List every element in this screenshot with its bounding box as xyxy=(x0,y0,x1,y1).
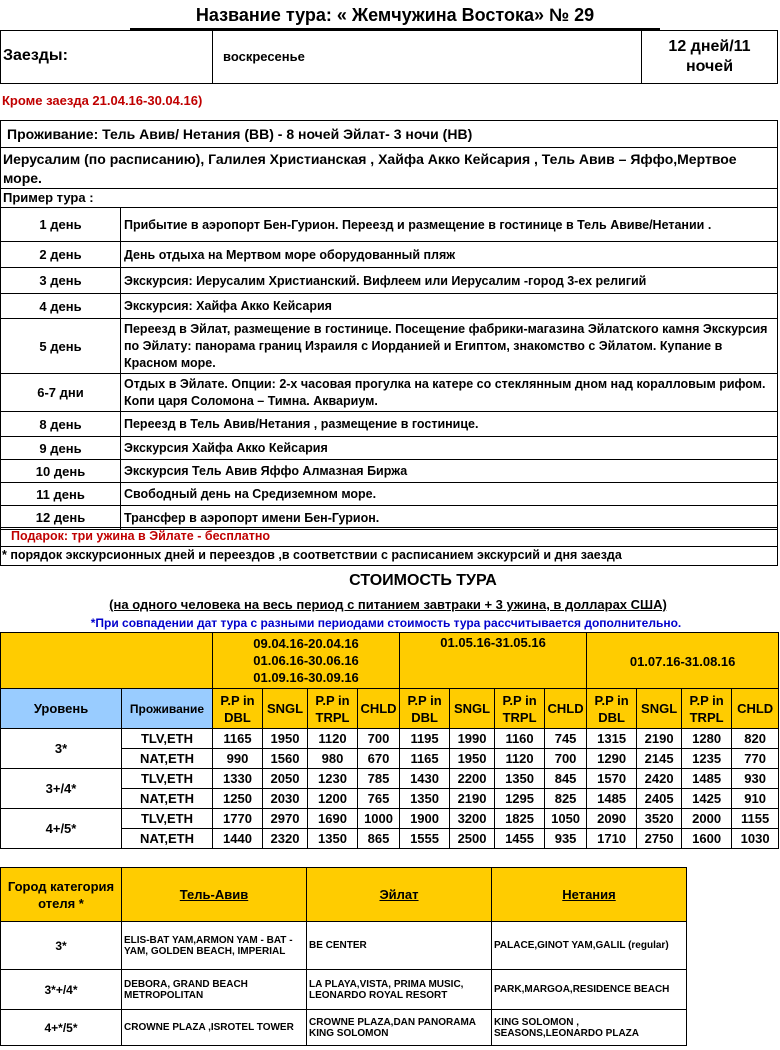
price-cell: 1200 xyxy=(308,789,358,809)
itinerary-row xyxy=(1,483,778,506)
price-cell: 745 xyxy=(545,729,587,749)
type-header: CHLD xyxy=(545,689,587,729)
price-cell: 990 xyxy=(213,749,263,769)
price-cell: 1120 xyxy=(308,729,358,749)
price-cell: 845 xyxy=(545,769,587,789)
arrivals-label-cell xyxy=(0,30,213,84)
example-label: Пример тура : xyxy=(3,190,94,205)
day-text: Трансфер в аэропорт имени Бен-Гурион. xyxy=(121,506,778,530)
price-cell: 2000 xyxy=(682,809,732,829)
price-cell: 3200 xyxy=(450,809,495,829)
example-cell xyxy=(0,188,778,208)
duration: 12 дней/11 ночей xyxy=(668,38,751,75)
itinerary-row xyxy=(1,242,778,268)
price-cell: 1350 xyxy=(308,829,358,849)
price-cell: 1825 xyxy=(495,809,545,829)
hotels-row xyxy=(1,922,687,970)
hotels-netanya: PARK,MARGOA,RESIDENCE BEACH xyxy=(492,970,687,1010)
price-cell: 980 xyxy=(308,749,358,769)
day-text: Экскурсия: Хайфа Акко Кейсария xyxy=(121,294,778,319)
price-cell: 1560 xyxy=(263,749,308,769)
places-cell xyxy=(0,147,778,189)
day-text: Свободный день на Средиземном море. xyxy=(121,483,778,506)
price-cell: 1430 xyxy=(400,769,450,789)
price-cell: 700 xyxy=(358,729,400,749)
day-text: Переезд в Тель Авив/Нетания , размещение в гостинице. xyxy=(121,412,778,437)
exception-note: Кроме заезда 21.04.16-30.04.16) xyxy=(2,93,203,108)
accommodation-cell: NAT,ETH xyxy=(122,749,213,769)
price-cell: 670 xyxy=(358,749,400,769)
price-cell: 1165 xyxy=(400,749,450,769)
tour-title: Название тура: « Жемчужина Востока» № 29 xyxy=(130,0,660,30)
price-cell: 785 xyxy=(358,769,400,789)
price-cell: 2500 xyxy=(450,829,495,849)
day-text: Экскурсия Хайфа Акко Кейсария xyxy=(121,437,778,460)
hotels-tel-aviv: DEBORA, GRAND BEACH METROPOLITAN xyxy=(122,970,307,1010)
accommodation-cell: NAT,ETH xyxy=(122,789,213,809)
period-3-date: 01.07.16-31.08.16 xyxy=(629,654,736,669)
day-text: Прибытие в аэропорт Бен-Гурион. Переезд и размещение в гостинице в Тель Авиве/Нетании . xyxy=(121,208,778,242)
type-header: P.P in DBL xyxy=(587,689,637,729)
type-header: P.P in TRPL xyxy=(682,689,732,729)
price-cell: 1440 xyxy=(213,829,263,849)
level-cell: 3+/4* xyxy=(1,769,122,809)
price-cell: 2970 xyxy=(263,809,308,829)
category-header: Город категория отеля * xyxy=(1,868,122,922)
accommodation: Проживание: Тель Авив/ Нетания (BB) - 8 ночей Эйлат- 3 ночи (HB) xyxy=(7,126,473,142)
hotels-row xyxy=(1,970,687,1010)
type-header: P.P in TRPL xyxy=(308,689,358,729)
day-label: 5 день xyxy=(1,319,121,374)
itinerary-row xyxy=(1,319,778,374)
price-cell: 1600 xyxy=(682,829,732,849)
price-cell: 1195 xyxy=(400,729,450,749)
price-cell: 1165 xyxy=(213,729,263,749)
day-label: 3 день xyxy=(1,268,121,294)
type-header: P.P in DBL xyxy=(400,689,450,729)
price-cell: 1235 xyxy=(682,749,732,769)
day-label: 6-7 дни xyxy=(1,374,121,412)
itinerary-row xyxy=(1,437,778,460)
type-header: CHLD xyxy=(732,689,779,729)
type-header: SNGL xyxy=(263,689,308,729)
hotels-eilat: CROWNE PLAZA,DAN PANORAMA KING SOLOMON xyxy=(307,1010,492,1046)
pricing-notice: *При совпадении дат тура с разными периодами стоимость тура рассчитывается дополнительно. xyxy=(90,616,682,630)
type-header: CHLD xyxy=(358,689,400,729)
price-cell: 930 xyxy=(732,769,779,789)
pricing-table xyxy=(0,632,779,849)
hotel-category: 3* xyxy=(1,922,122,970)
gift: Подарок: три ужина в Эйлате - бесплатно xyxy=(11,529,271,543)
note: * порядок экскурсионных дней и переездов ,в соответствии с расписанием экскурсий и дня заезда xyxy=(2,548,622,562)
price-cell: 2405 xyxy=(637,789,682,809)
price-cell: 865 xyxy=(358,829,400,849)
price-cell: 820 xyxy=(732,729,779,749)
itinerary-table xyxy=(0,207,778,530)
type-header: P.P in DBL xyxy=(213,689,263,729)
day-label: 12 день xyxy=(1,506,121,530)
price-cell: 765 xyxy=(358,789,400,809)
hotels-header-row xyxy=(1,868,687,922)
day-text: День отдыха на Мертвом море оборудованный пляж xyxy=(121,242,778,268)
price-row xyxy=(1,809,779,829)
arrivals-label: Заезды: xyxy=(3,47,68,64)
price-cell: 1295 xyxy=(495,789,545,809)
day-text: Отдых в Эйлате. Опции: 2-х часовая прогулка на катере со стеклянным дном над коралловым рифом. Копи царя Соломона – Тимна. Аквариум. xyxy=(121,374,778,412)
city-header-netanya: Нетания xyxy=(492,868,687,922)
price-cell: 1900 xyxy=(400,809,450,829)
places: Иерусалим (по расписанию), Галилея Христианская , Хайфа Акко Кейсария , Тель Авив – Яффо,Мертвое море. xyxy=(3,151,737,186)
accommodation-cell xyxy=(0,120,778,148)
accommodation-cell: TLV,ETH xyxy=(122,729,213,749)
price-cell: 1485 xyxy=(682,769,732,789)
period-1-date: 01.06.16-30.06.16 xyxy=(253,653,359,668)
price-cell: 1160 xyxy=(495,729,545,749)
hotels-eilat: LA PLAYA,VISTA, PRIMA MUSIC, LEONARDO ROYAL RESORT xyxy=(307,970,492,1010)
hotel-category: 3*+/4* xyxy=(1,970,122,1010)
price-cell: 1425 xyxy=(682,789,732,809)
pricing-subtitle: (на одного человека на весь период с питанием завтраки + 3 ужина, в долларах США) xyxy=(109,597,667,612)
price-cell: 1280 xyxy=(682,729,732,749)
price-cell: 2320 xyxy=(263,829,308,849)
hotels-table xyxy=(0,867,687,1046)
price-cell: 2190 xyxy=(450,789,495,809)
accommodation-header: Проживание xyxy=(122,689,213,729)
price-cell: 1990 xyxy=(450,729,495,749)
accommodation-cell: TLV,ETH xyxy=(122,769,213,789)
accommodation-cell: TLV,ETH xyxy=(122,809,213,829)
type-header: P.P in TRPL xyxy=(495,689,545,729)
price-cell: 2190 xyxy=(637,729,682,749)
hotels-netanya: KING SOLOMON , SEASONS,LEONARDO PLAZA xyxy=(492,1010,687,1046)
type-header: SNGL xyxy=(637,689,682,729)
price-cell: 1000 xyxy=(358,809,400,829)
hotels-tel-aviv: ELIS-BAT YAM,ARMON YAM - BAT - YAM, GOLDEN BEACH, IMPERIAL xyxy=(122,922,307,970)
period-1-date: 09.04.16-20.04.16 xyxy=(253,636,359,651)
price-cell: 1120 xyxy=(495,749,545,769)
price-cell: 3520 xyxy=(637,809,682,829)
price-cell: 1710 xyxy=(587,829,637,849)
price-cell: 2145 xyxy=(637,749,682,769)
itinerary-row xyxy=(1,294,778,319)
note-cell xyxy=(0,546,778,566)
price-cell: 2090 xyxy=(587,809,637,829)
price-cell: 2420 xyxy=(637,769,682,789)
itinerary-row xyxy=(1,374,778,412)
price-cell: 1690 xyxy=(308,809,358,829)
hotels-eilat: BE CENTER xyxy=(307,922,492,970)
price-cell: 910 xyxy=(732,789,779,809)
price-cell: 1950 xyxy=(450,749,495,769)
day-label: 9 день xyxy=(1,437,121,460)
price-cell: 1315 xyxy=(587,729,637,749)
day-text: Экскурсия Тель Авив Яффо Алмазная Биржа xyxy=(121,460,778,483)
price-cell: 1250 xyxy=(213,789,263,809)
accommodation-cell: NAT,ETH xyxy=(122,829,213,849)
city-header-eilat: Эйлат xyxy=(307,868,492,922)
day-label: 1 день xyxy=(1,208,121,242)
price-cell: 1290 xyxy=(587,749,637,769)
price-cell: 700 xyxy=(545,749,587,769)
itinerary-row xyxy=(1,460,778,483)
hotels-row xyxy=(1,1010,687,1046)
period-2-date: 01.05.16-31.05.16 xyxy=(440,635,546,650)
day-label: 10 день xyxy=(1,460,121,483)
level-cell: 4+/5* xyxy=(1,809,122,849)
level-cell: 3* xyxy=(1,729,122,769)
price-cell: 1330 xyxy=(213,769,263,789)
level-header: Уровень xyxy=(1,689,122,729)
price-cell: 935 xyxy=(545,829,587,849)
price-cell: 1230 xyxy=(308,769,358,789)
hotels-netanya: PALACE,GINOT YAM,GALIL (regular) xyxy=(492,922,687,970)
blank-header-cell xyxy=(1,633,213,689)
arrivals-value: воскресенье xyxy=(223,49,305,64)
period-1-cell xyxy=(213,633,400,689)
price-row xyxy=(1,769,779,789)
price-cell: 770 xyxy=(732,749,779,769)
period-2-cell xyxy=(400,633,587,689)
arrivals-value-cell xyxy=(212,30,642,84)
price-cell: 1555 xyxy=(400,829,450,849)
itinerary-row xyxy=(1,268,778,294)
price-cell: 1455 xyxy=(495,829,545,849)
period-header-row xyxy=(1,633,779,689)
hotel-category: 4+*/5* xyxy=(1,1010,122,1046)
day-label: 8 день xyxy=(1,412,121,437)
duration-cell xyxy=(641,30,778,84)
price-cell: 1350 xyxy=(400,789,450,809)
hotels-tel-aviv: CROWNE PLAZA ,ISROTEL TOWER xyxy=(122,1010,307,1046)
price-cell: 1950 xyxy=(263,729,308,749)
type-header: SNGL xyxy=(450,689,495,729)
price-row xyxy=(1,729,779,749)
itinerary-row xyxy=(1,208,778,242)
itinerary-row xyxy=(1,412,778,437)
price-cell: 825 xyxy=(545,789,587,809)
price-cell: 2750 xyxy=(637,829,682,849)
itinerary-row xyxy=(1,506,778,530)
price-body xyxy=(1,729,779,849)
city-header-tel-aviv: Тель-Авив xyxy=(122,868,307,922)
price-cell: 1770 xyxy=(213,809,263,829)
price-cell: 1030 xyxy=(732,829,779,849)
price-cell: 1155 xyxy=(732,809,779,829)
price-cell: 2050 xyxy=(263,769,308,789)
pricing-title: СТОИМОСТЬ ТУРА xyxy=(349,572,497,589)
price-cell: 1485 xyxy=(587,789,637,809)
day-label: 11 день xyxy=(1,483,121,506)
price-cell: 2030 xyxy=(263,789,308,809)
day-label: 2 день xyxy=(1,242,121,268)
column-header-row xyxy=(1,689,779,729)
price-cell: 1050 xyxy=(545,809,587,829)
price-cell: 1350 xyxy=(495,769,545,789)
day-text: Переезд в Эйлат, размещение в гостинице. Посещение фабрики-магазина Эйлатского камня Экскурсия по Эйлату: панорама границ Израиля с Иорданией и Египтом, знакомство с Эйлатом. Купание в Красном море. xyxy=(121,319,778,374)
day-text: Экскурсия: Иерусалим Христианский. Вифлеем или Иерусалим -город 3-ех религий xyxy=(121,268,778,294)
period-3-cell xyxy=(587,633,779,689)
price-cell: 1570 xyxy=(587,769,637,789)
period-1-date: 01.09.16-30.09.16 xyxy=(253,670,359,685)
day-label: 4 день xyxy=(1,294,121,319)
gift-cell xyxy=(0,527,778,547)
price-cell: 2200 xyxy=(450,769,495,789)
